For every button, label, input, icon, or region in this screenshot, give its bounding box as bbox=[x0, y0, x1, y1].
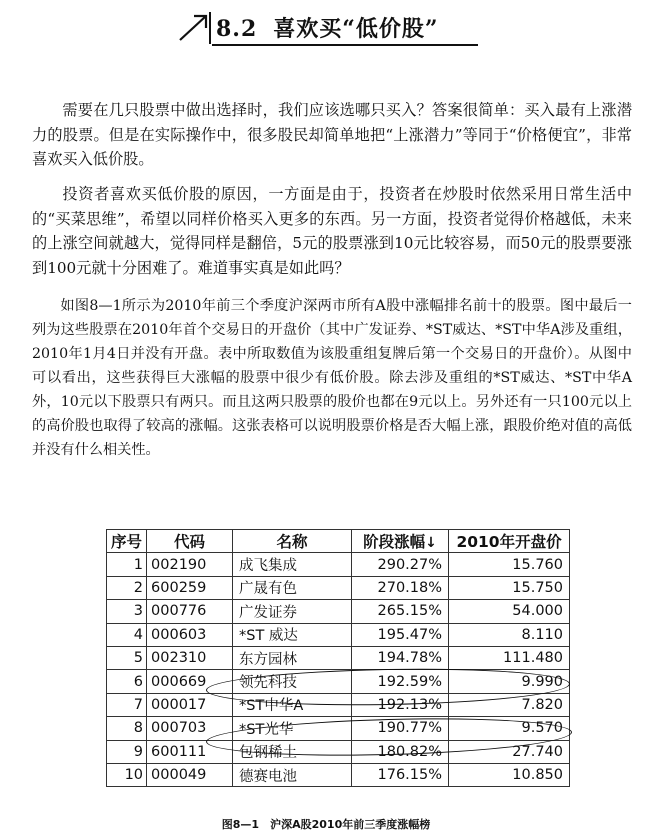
table-row[interactable] bbox=[107, 670, 570, 693]
cell-gain: 194.78% bbox=[352, 646, 449, 669]
table-row[interactable] bbox=[107, 763, 570, 786]
cell-gain: 265.15% bbox=[352, 600, 449, 623]
header-name[interactable]: 名称 bbox=[233, 530, 352, 553]
cell-code: 000603 bbox=[147, 623, 233, 646]
paragraph-3: 如图8—1所示为2010年前三个季度沪深两市所有A股中涨幅排名前十的股票。图中最后一列为这些股票在2010年首个交易日的开盘价（其中广发证券、*ST威达、*ST中华A涉及重组，2010年1月4日并没有开盘。表中所取数值为该股重组复牌后第一个交易日的开盘价）。从图中可以看出，这些获得巨大涨幅的股票中很少有低价股。除去涉及重组的*ST威达、*ST中华A外，10元以下股票只有两只。而且这两只股票的股价也都在9元以上。另外还有一只100元以上的高价股也取得了较高的涨幅。这张表格可以说明股票价格是否大幅上涨，跟股价绝对值的高低并没有什么相关性。 bbox=[32, 298, 632, 458]
cell-name: *ST 威达 bbox=[233, 623, 352, 646]
section-title-text: 喜欢买“低价股” bbox=[273, 16, 439, 42]
cell-name: 包钢稀土 bbox=[233, 740, 352, 763]
table-row[interactable] bbox=[107, 576, 570, 599]
cell-code: 600111 bbox=[147, 740, 233, 763]
header-code[interactable]: 代码 bbox=[147, 530, 233, 553]
cell-seq: 2 bbox=[107, 576, 147, 599]
table-row[interactable] bbox=[107, 553, 570, 576]
cell-code: 000017 bbox=[147, 693, 233, 716]
header-open[interactable]: 2010年开盘价 bbox=[449, 530, 570, 553]
cell-open: 10.850 bbox=[449, 763, 570, 786]
gain-ranking-table bbox=[106, 529, 570, 787]
table-row[interactable] bbox=[107, 740, 570, 763]
cell-seq: 8 bbox=[107, 717, 147, 740]
table-header-row bbox=[107, 530, 570, 553]
title-underline bbox=[212, 44, 478, 46]
cell-seq: 3 bbox=[107, 600, 147, 623]
cell-seq: 7 bbox=[107, 693, 147, 716]
cell-gain: 180.82% bbox=[352, 740, 449, 763]
cell-code: 600259 bbox=[147, 576, 233, 599]
table-row[interactable] bbox=[107, 623, 570, 646]
sort-desc-icon: ↓ bbox=[425, 535, 437, 552]
cell-name: *ST光华 bbox=[233, 717, 352, 740]
cell-seq: 10 bbox=[107, 763, 147, 786]
cell-name: 成飞集成 bbox=[233, 553, 352, 576]
section-title bbox=[216, 12, 439, 43]
cell-seq: 1 bbox=[107, 553, 147, 576]
cell-open: 54.000 bbox=[449, 600, 570, 623]
cell-open: 27.740 bbox=[449, 740, 570, 763]
cell-name: 领先科技 bbox=[233, 670, 352, 693]
cell-code: 002190 bbox=[147, 553, 233, 576]
table-row[interactable] bbox=[107, 600, 570, 623]
cell-gain: 195.47% bbox=[352, 623, 449, 646]
cell-name: *ST中华A bbox=[233, 693, 352, 716]
cell-gain: 176.15% bbox=[352, 763, 449, 786]
cell-open: 8.110 bbox=[449, 623, 570, 646]
table-body bbox=[107, 553, 570, 787]
table-row[interactable] bbox=[107, 717, 570, 740]
header-seq[interactable]: 序号 bbox=[107, 530, 147, 553]
cell-seq: 5 bbox=[107, 646, 147, 669]
cell-code: 002310 bbox=[147, 646, 233, 669]
cell-gain: 270.18% bbox=[352, 576, 449, 599]
cell-name: 东方园林 bbox=[233, 646, 352, 669]
paragraph-1: 需要在几只股票中做出选择时，我们应该选哪只买入？答案很简单：买入最有上涨潜力的股票。但是在实际操作中，很多股民却简单地把“上涨潜力”等同于“价格便宜”，非常喜欢买入低价股。 bbox=[32, 101, 632, 168]
section-heading bbox=[176, 8, 476, 44]
cell-open: 15.760 bbox=[449, 553, 570, 576]
cell-name: 德赛电池 bbox=[233, 763, 352, 786]
cell-gain: 192.59% bbox=[352, 670, 449, 693]
cell-gain: 190.77% bbox=[352, 717, 449, 740]
figure-caption: 图8—1 沪深A股2010年前三季度涨幅榜 bbox=[221, 818, 431, 831]
cell-gain: 290.27% bbox=[352, 553, 449, 576]
cell-seq: 4 bbox=[107, 623, 147, 646]
cell-open: 9.570 bbox=[449, 717, 570, 740]
table-row[interactable] bbox=[107, 693, 570, 716]
cell-code: 000669 bbox=[147, 670, 233, 693]
cell-code: 000703 bbox=[147, 717, 233, 740]
section-number: 8.2 bbox=[216, 16, 258, 42]
cell-name: 广晟有色 bbox=[233, 576, 352, 599]
cell-open: 111.480 bbox=[449, 646, 570, 669]
cell-open: 15.750 bbox=[449, 576, 570, 599]
header-gain-label: 阶段涨幅 bbox=[363, 533, 426, 552]
arrow-corner-icon bbox=[176, 10, 216, 44]
cell-code: 000049 bbox=[147, 763, 233, 786]
cell-gain: 192.13% bbox=[352, 693, 449, 716]
cell-open: 7.820 bbox=[449, 693, 570, 716]
cell-name: 广发证券 bbox=[233, 600, 352, 623]
header-gain[interactable] bbox=[352, 530, 449, 553]
cell-seq: 6 bbox=[107, 670, 147, 693]
cell-code: 000776 bbox=[147, 600, 233, 623]
cell-seq: 9 bbox=[107, 740, 147, 763]
cell-open: 9.990 bbox=[449, 670, 570, 693]
table-row[interactable] bbox=[107, 646, 570, 669]
paragraph-2: 投资者喜欢买低价股的原因，一方面是由于，投资者在炒股时依然采用日常生活中的“买菜思维”，希望以同样价格买入更多的东西。另一方面，投资者觉得价格越低，未来的上涨空间就越大，觉得同样是翻倍，5元的股票涨到10元比较容易，而50元的股票要涨到100元就十分困难了。难道事实真是如此吗？ bbox=[32, 185, 632, 277]
gain-ranking-table-wrapper bbox=[106, 529, 570, 787]
